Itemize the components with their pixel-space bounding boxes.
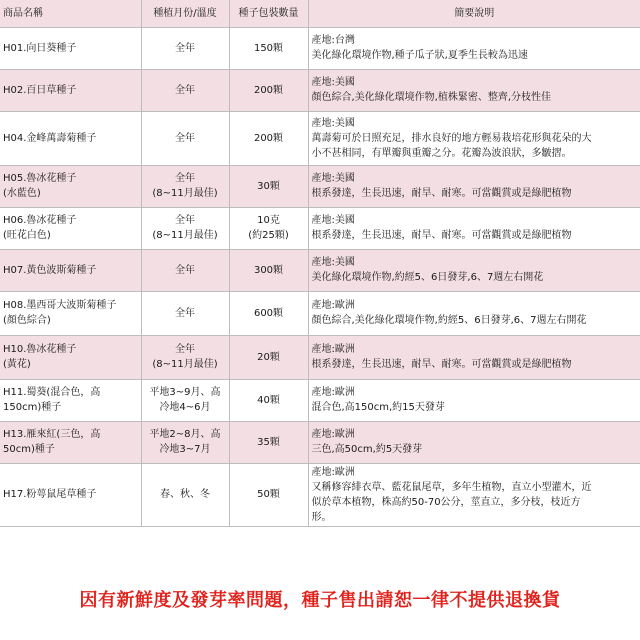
product-name-line: H05.魯冰花種子: [3, 173, 77, 184]
table-body: [0, 27, 640, 526]
table-row: [0, 111, 640, 165]
planting-month-line: 全年: [175, 215, 195, 226]
header-product-name: 商品名稱: [0, 0, 141, 27]
table-row: [0, 27, 640, 69]
planting-month-cell: [141, 165, 229, 207]
description-cell: [308, 379, 640, 421]
product-name-line: 50cm)種子: [3, 444, 55, 455]
planting-month-cell: [141, 379, 229, 421]
product-name-line: (旺花白色): [3, 230, 51, 241]
description-cell: [308, 111, 640, 165]
planting-month-line: (8~11月最佳): [152, 359, 218, 370]
package-quantity-line: 150顆: [253, 42, 284, 54]
description-line: 產地:台灣: [311, 35, 355, 46]
product-name-line: H07.黃色波斯菊種子: [3, 264, 97, 276]
description-cell: [308, 249, 640, 291]
description-line: 產地:歐洲: [311, 429, 355, 440]
package-quantity-line: 300顆: [253, 264, 284, 276]
table-row: [0, 291, 640, 335]
package-quantity-line: 40顆: [257, 394, 280, 406]
description-line: 產地:美國: [311, 257, 355, 268]
package-quantity-cell: [229, 335, 308, 379]
description-line: 產地:歐洲: [311, 344, 355, 355]
description-line: 根系發達，生長迅速，耐旱、耐寒。可當觀賞或是綠肥植物: [311, 230, 572, 241]
description-line: 顏色綜合,美化綠化環境作物,植株緊密、整齊,分枝性佳: [311, 92, 552, 103]
description-line: 三色,高50cm,約5天發芽: [311, 444, 423, 455]
description-line: 產地:美國: [311, 117, 355, 129]
planting-month-cell: [141, 27, 229, 69]
product-name-cell: [0, 421, 141, 463]
product-name-line: (水藍色): [3, 188, 41, 199]
description-cell: [308, 291, 640, 335]
planting-month-cell: [141, 249, 229, 291]
description-cell: [308, 335, 640, 379]
description-line: 產地:歐洲: [311, 387, 355, 398]
package-quantity-line: 35顆: [257, 436, 280, 448]
planting-month-line: (8~11月最佳): [152, 230, 218, 241]
description-cell: [308, 27, 640, 69]
description-line: 根系發達，生長迅速，耐旱、耐寒。可當觀賞或是綠肥植物: [311, 188, 572, 199]
package-quantity-line: 200顆: [253, 84, 284, 96]
package-quantity-cell: [229, 69, 308, 111]
table-row: [0, 463, 640, 526]
product-name-cell: [0, 27, 141, 69]
planting-month-line: 全年: [175, 344, 195, 355]
product-name-cell: [0, 463, 141, 526]
package-quantity-cell: [229, 111, 308, 165]
description-cell: [308, 69, 640, 111]
package-quantity-line: 50顆: [257, 489, 280, 500]
package-quantity-cell: [229, 249, 308, 291]
description-line: 產地:美國: [311, 77, 355, 88]
product-name-cell: [0, 165, 141, 207]
planting-month-line: 全年: [175, 264, 195, 276]
product-name-line: H13.雁來紅(三色，高: [3, 429, 101, 440]
description-line: 產地:歐洲: [311, 466, 355, 478]
product-name-cell: [0, 379, 141, 421]
description-line: 顏色綜合,美化綠化環境作物,約經5、6日發芽,6、7週左右開花: [311, 315, 587, 326]
description-line: 似於草本植物，株高約50-70公分，莖直立，多分枝，枝近方: [311, 496, 581, 508]
description-line: 美化綠化環境作物,約經5、6日發芽,6、7週左右開花: [311, 272, 544, 283]
description-line: 美化綠化環境作物,種子瓜子狀,夏季生長較為迅速: [311, 50, 528, 61]
planting-month-line: 全年: [175, 307, 195, 319]
table-row: [0, 379, 640, 421]
product-name-line: H10.魯冰花種子: [3, 344, 77, 355]
table-header-row: [0, 0, 640, 27]
product-name-line: 150cm)種子: [3, 402, 62, 413]
planting-month-line: 全年: [175, 132, 195, 144]
product-name-line: H02.百日草種子: [3, 84, 77, 96]
product-name-cell: [0, 207, 141, 249]
planting-month-cell: [141, 335, 229, 379]
description-line: 小不甚相同，有單瓣與重瓣之分。花瓣為波浪狀，多皺摺。: [311, 147, 572, 159]
product-name-line: H01.向日葵種子: [3, 42, 77, 54]
planting-month-line: 春、秋、冬: [160, 489, 210, 500]
product-name-line: H11.蜀葵(混合色，高: [3, 387, 101, 398]
no-return-notice: 因有新鮮度及發芽率問題，種子售出請恕一律不提供退換貨: [79, 590, 561, 611]
package-quantity-cell: [229, 379, 308, 421]
planting-month-line: 平地3~9月、高: [149, 387, 221, 398]
package-quantity-line: 200顆: [253, 132, 284, 144]
package-quantity-cell: [229, 27, 308, 69]
package-quantity-cell: [229, 207, 308, 249]
planting-month-cell: [141, 421, 229, 463]
header-package-quantity: 種子包裝數量: [229, 0, 308, 27]
planting-month-line: 冷地3~7月: [159, 444, 211, 455]
table-row: [0, 249, 640, 291]
product-name-cell: [0, 291, 141, 335]
planting-month-line: 全年: [175, 173, 195, 184]
table-row: [0, 335, 640, 379]
package-quantity-line: 10克: [257, 215, 280, 226]
description-line: 產地:歐洲: [311, 300, 355, 311]
product-name-cell: [0, 249, 141, 291]
description-cell: [308, 165, 640, 207]
planting-month-line: 全年: [175, 42, 195, 54]
product-name-line: H17.粉萼鼠尾草種子: [3, 489, 97, 500]
product-name-line: (顏色綜合): [3, 315, 51, 326]
product-name-line: H06.魯冰花種子: [3, 215, 77, 226]
description-line: 又稱修容緋衣草、藍花鼠尾草，多年生植物，直立小型灌木，近: [311, 481, 592, 493]
table-row: [0, 165, 640, 207]
product-name-line: H04.金峰萬壽菊種子: [3, 132, 97, 144]
description-line: 產地:美國: [311, 173, 355, 184]
planting-month-line: 全年: [175, 84, 195, 96]
description-line: 產地:美國: [311, 215, 355, 226]
table-row: [0, 207, 640, 249]
package-quantity-cell: [229, 463, 308, 526]
description-line: 萬壽菊可於日照充足，排水良好的地方輕易栽培花形與花朵的大: [311, 132, 592, 144]
package-quantity-line: 20顆: [257, 351, 280, 363]
planting-month-line: 平地2~8月、高: [149, 429, 221, 440]
description-line: 混合色,高150cm,約15天發芽: [311, 402, 445, 413]
product-name-line: H08.墨西哥大波斯菊種子: [3, 300, 117, 311]
description-line: 形。: [311, 511, 332, 523]
header-planting-month: 種植月份/溫度: [141, 0, 229, 27]
package-quantity-line: 600顆: [253, 307, 284, 319]
planting-month-cell: [141, 463, 229, 526]
planting-month-cell: [141, 69, 229, 111]
description-cell: [308, 463, 640, 526]
package-quantity-cell: [229, 421, 308, 463]
package-quantity-line: (約25顆): [248, 230, 289, 241]
planting-month-cell: [141, 207, 229, 249]
planting-month-line: (8~11月最佳): [152, 188, 218, 199]
table-row: [0, 69, 640, 111]
description-cell: [308, 421, 640, 463]
package-quantity-cell: [229, 165, 308, 207]
planting-month-cell: [141, 291, 229, 335]
description-line: 根系發達，生長迅速，耐旱、耐寒。可當觀賞或是綠肥植物: [311, 359, 572, 370]
product-name-cell: [0, 69, 141, 111]
header-brief-description: 簡要說明: [308, 0, 640, 27]
product-name-line: (黃花): [3, 359, 31, 370]
planting-month-cell: [141, 111, 229, 165]
table-row: [0, 421, 640, 463]
product-name-cell: [0, 111, 141, 165]
package-quantity-line: 30顆: [257, 180, 280, 192]
description-cell: [308, 207, 640, 249]
package-quantity-cell: [229, 291, 308, 335]
product-name-cell: [0, 335, 141, 379]
planting-month-line: 冷地4~6月: [159, 402, 211, 413]
